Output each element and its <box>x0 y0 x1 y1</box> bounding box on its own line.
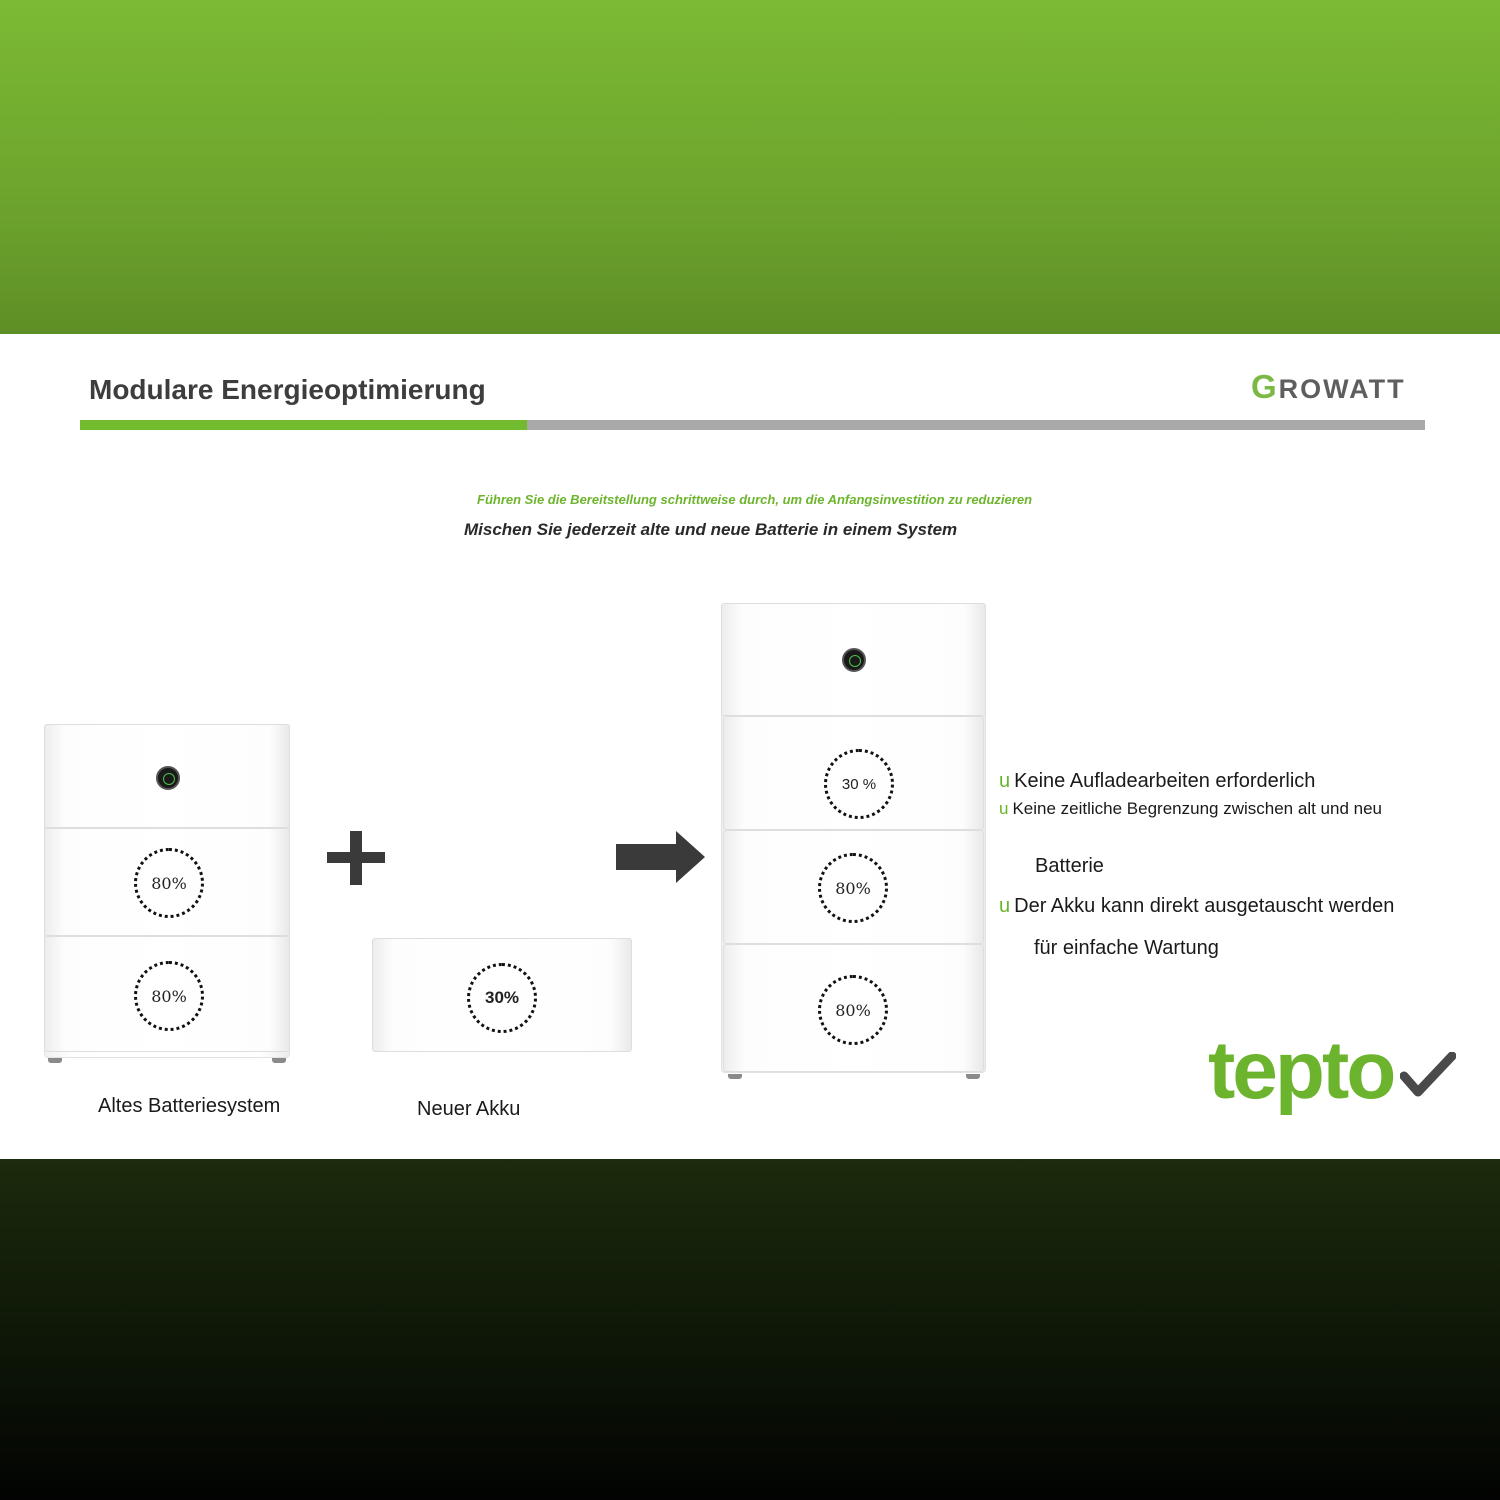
battery-module <box>44 828 290 936</box>
check-icon <box>1400 1052 1456 1102</box>
content-panel <box>0 334 1500 1159</box>
page-title: Modulare Energieoptimierung <box>89 374 486 405</box>
display-icon <box>156 766 180 790</box>
subtitle-main: Mischen Sie jederzeit alte und neue Batterie in einem System <box>464 520 958 539</box>
charge-level-ring: 30% <box>467 963 537 1033</box>
feature-item: u Keine Aufladearbeiten erforderlich <box>999 770 1316 792</box>
foot <box>272 1058 286 1063</box>
charge-level-ring: 30 % <box>824 749 894 819</box>
growatt-logo: GROWATT <box>1251 368 1406 405</box>
battery-module <box>723 716 984 830</box>
title-underline-grey <box>527 420 1425 430</box>
top-green-band <box>0 0 1500 334</box>
title-underline-green <box>80 420 527 430</box>
feature-item: u Der Akku kann direkt ausgetauscht werden <box>999 895 1395 917</box>
feature-item-continuation: Batterie <box>1035 855 1104 877</box>
subtitle-green: Führen Sie die Bereitstellung schrittweise durch, um die Anfangsinvestition zu reduzieren <box>477 492 1033 507</box>
foot <box>48 1058 62 1063</box>
display-icon <box>842 648 866 672</box>
old-system-label: Altes Batteriesystem <box>98 1095 281 1117</box>
foot <box>966 1074 980 1079</box>
feature-item-continuation: für einfache Wartung <box>1034 937 1219 959</box>
battery-module <box>723 944 984 1072</box>
new-battery-module <box>372 938 632 1052</box>
battery-module <box>723 830 984 944</box>
foot <box>728 1074 742 1079</box>
feature-item: u Keine zeitliche Begrenzung zwischen alt und neu <box>999 799 1382 818</box>
charge-level-ring: 80% <box>134 848 204 918</box>
bottom-dark-band <box>0 1159 1500 1500</box>
controller-module <box>44 724 290 828</box>
new-module-label: Neuer Akku <box>417 1098 521 1120</box>
tepto-logo: tepto <box>1208 1025 1394 1116</box>
charge-level-ring: 80% <box>134 961 204 1031</box>
controller-module <box>721 603 986 716</box>
charge-level-ring: 80% <box>818 853 888 923</box>
plus-icon <box>327 831 385 885</box>
battery-module <box>44 936 290 1052</box>
arrow-right-icon <box>616 831 706 883</box>
charge-level-ring: 80% <box>818 975 888 1045</box>
